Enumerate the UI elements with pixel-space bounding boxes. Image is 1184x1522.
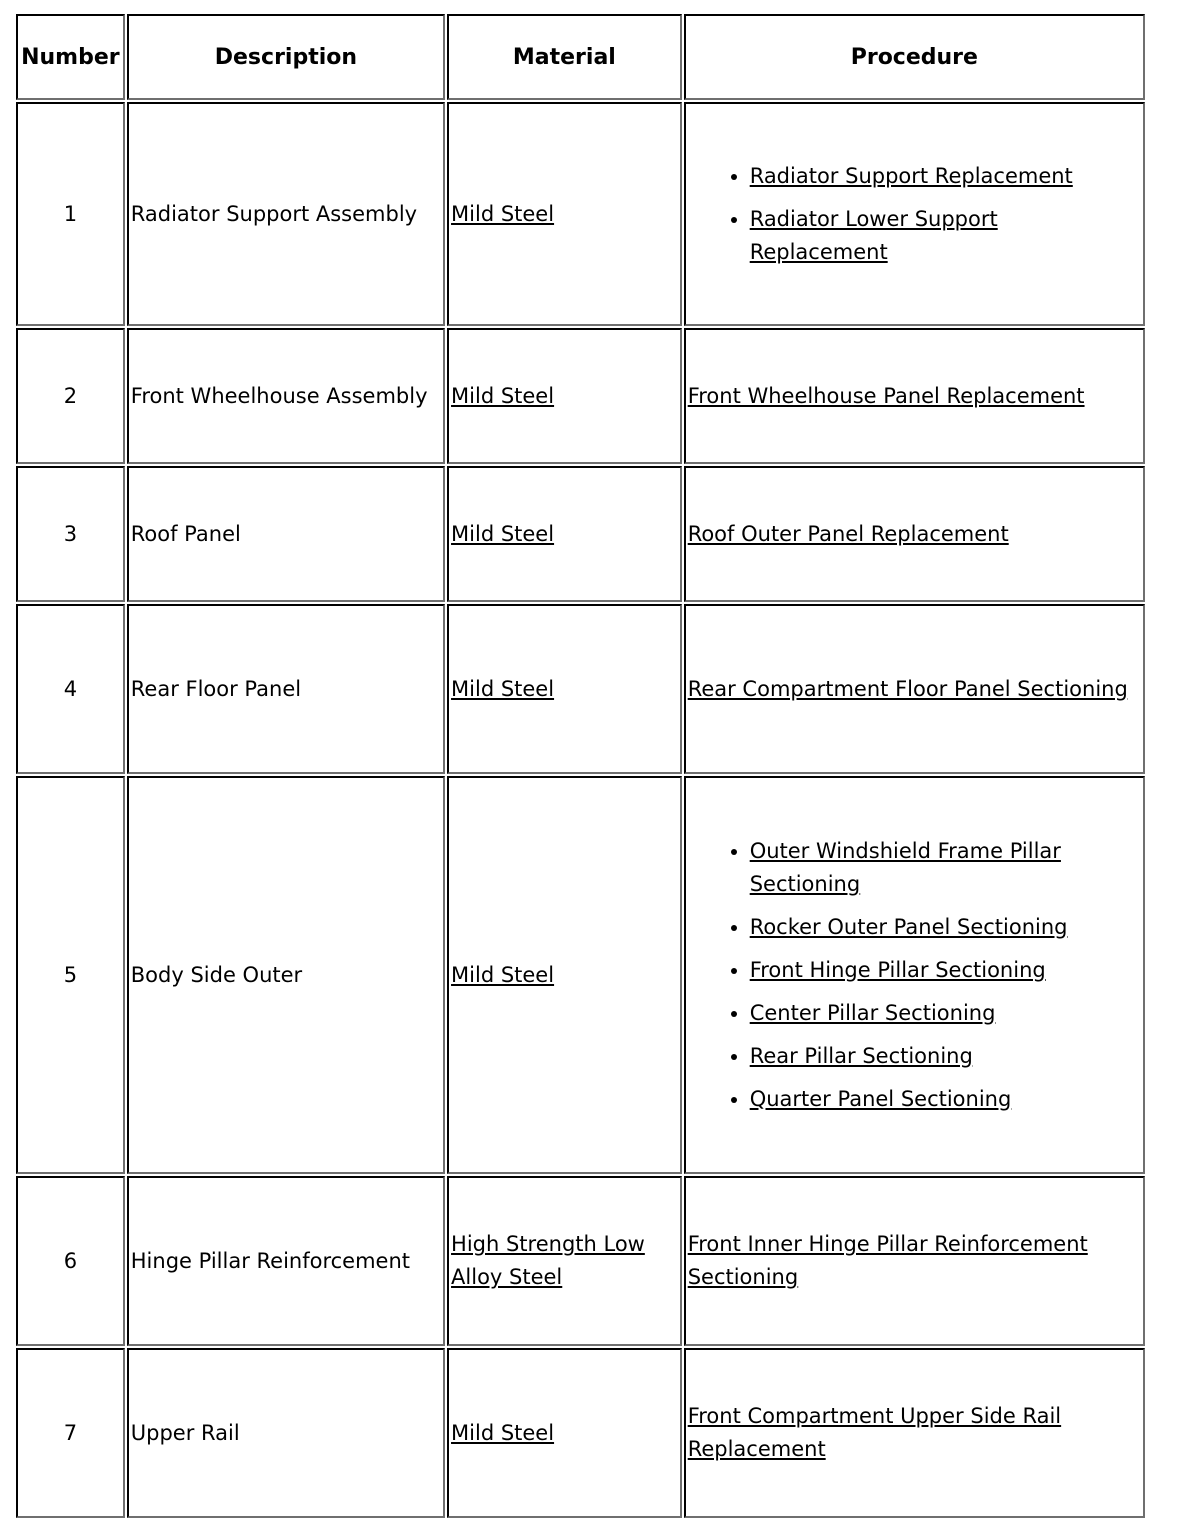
- row-description: Hinge Pillar Reinforcement: [127, 1176, 445, 1346]
- table-row: [16, 102, 1145, 326]
- row-number: 2: [16, 328, 125, 464]
- procedure-list: [688, 835, 1141, 1116]
- list-item: [750, 911, 1141, 944]
- row-number: 7: [16, 1348, 125, 1518]
- parts-table-container: [14, 12, 1147, 1522]
- material-link[interactable]: High Strength Low Alloy Steel: [451, 1232, 645, 1289]
- header-description: Description: [127, 14, 445, 100]
- list-item: [750, 160, 1141, 193]
- row-number: 6: [16, 1176, 125, 1346]
- procedure-link[interactable]: Rocker Outer Panel Sectioning: [749, 914, 1068, 939]
- header-number: Number: [16, 14, 125, 100]
- header-row: [16, 14, 1145, 100]
- row-description: Radiator Support Assembly: [127, 102, 445, 326]
- list-item: [750, 835, 1141, 901]
- list-item: [750, 1040, 1141, 1073]
- row-number: 1: [16, 102, 125, 326]
- material-link[interactable]: Mild Steel: [451, 1421, 555, 1445]
- list-item: [750, 203, 1141, 269]
- procedure-list: [688, 160, 1141, 269]
- row-description: Body Side Outer: [127, 776, 445, 1174]
- procedure-cell: [684, 102, 1145, 326]
- procedure-link[interactable]: Center Pillar Sectioning: [749, 1000, 996, 1025]
- procedure-link[interactable]: Front Compartment Upper Side Rail Replacement: [687, 1404, 1062, 1461]
- material-link[interactable]: Mild Steel: [451, 522, 555, 546]
- material-link[interactable]: Mild Steel: [451, 963, 555, 987]
- procedure-link[interactable]: Rear Pillar Sectioning: [749, 1043, 973, 1068]
- list-item: [750, 997, 1141, 1030]
- material-link[interactable]: Mild Steel: [451, 677, 555, 701]
- procedure-link[interactable]: Quarter Panel Sectioning: [749, 1086, 1012, 1111]
- table-row: [16, 328, 1145, 464]
- table-row: [16, 1348, 1145, 1518]
- procedure-link[interactable]: Rear Compartment Floor Panel Sectioning: [687, 676, 1128, 701]
- header-material: Material: [447, 14, 682, 100]
- row-number: 5: [16, 776, 125, 1174]
- table-row: [16, 776, 1145, 1174]
- row-description: Rear Floor Panel: [127, 604, 445, 774]
- procedure-link[interactable]: Front Inner Hinge Pillar Reinforcement Sectioning: [687, 1232, 1088, 1289]
- table-row: [16, 604, 1145, 774]
- procedure-cell: [684, 776, 1145, 1174]
- row-description: Roof Panel: [127, 466, 445, 602]
- procedure-link[interactable]: Roof Outer Panel Replacement: [687, 521, 1009, 546]
- procedure-link[interactable]: Radiator Support Replacement: [749, 163, 1073, 188]
- material-link[interactable]: Mild Steel: [451, 202, 555, 226]
- parts-table: [14, 12, 1147, 1520]
- row-description: Front Wheelhouse Assembly: [127, 328, 445, 464]
- list-item: [750, 954, 1141, 987]
- procedure-link[interactable]: Radiator Lower Support Replacement: [749, 206, 998, 264]
- row-number: 4: [16, 604, 125, 774]
- header-procedure: Procedure: [684, 14, 1145, 100]
- list-item: [750, 1083, 1141, 1116]
- row-number: 3: [16, 466, 125, 602]
- material-link[interactable]: Mild Steel: [451, 384, 555, 408]
- procedure-link[interactable]: Front Hinge Pillar Sectioning: [749, 957, 1046, 982]
- procedure-link[interactable]: Front Wheelhouse Panel Replacement: [687, 383, 1085, 408]
- table-row: [16, 1176, 1145, 1346]
- row-description: Upper Rail: [127, 1348, 445, 1518]
- procedure-link[interactable]: Outer Windshield Frame Pillar Sectioning: [749, 838, 1061, 896]
- table-row: [16, 466, 1145, 602]
